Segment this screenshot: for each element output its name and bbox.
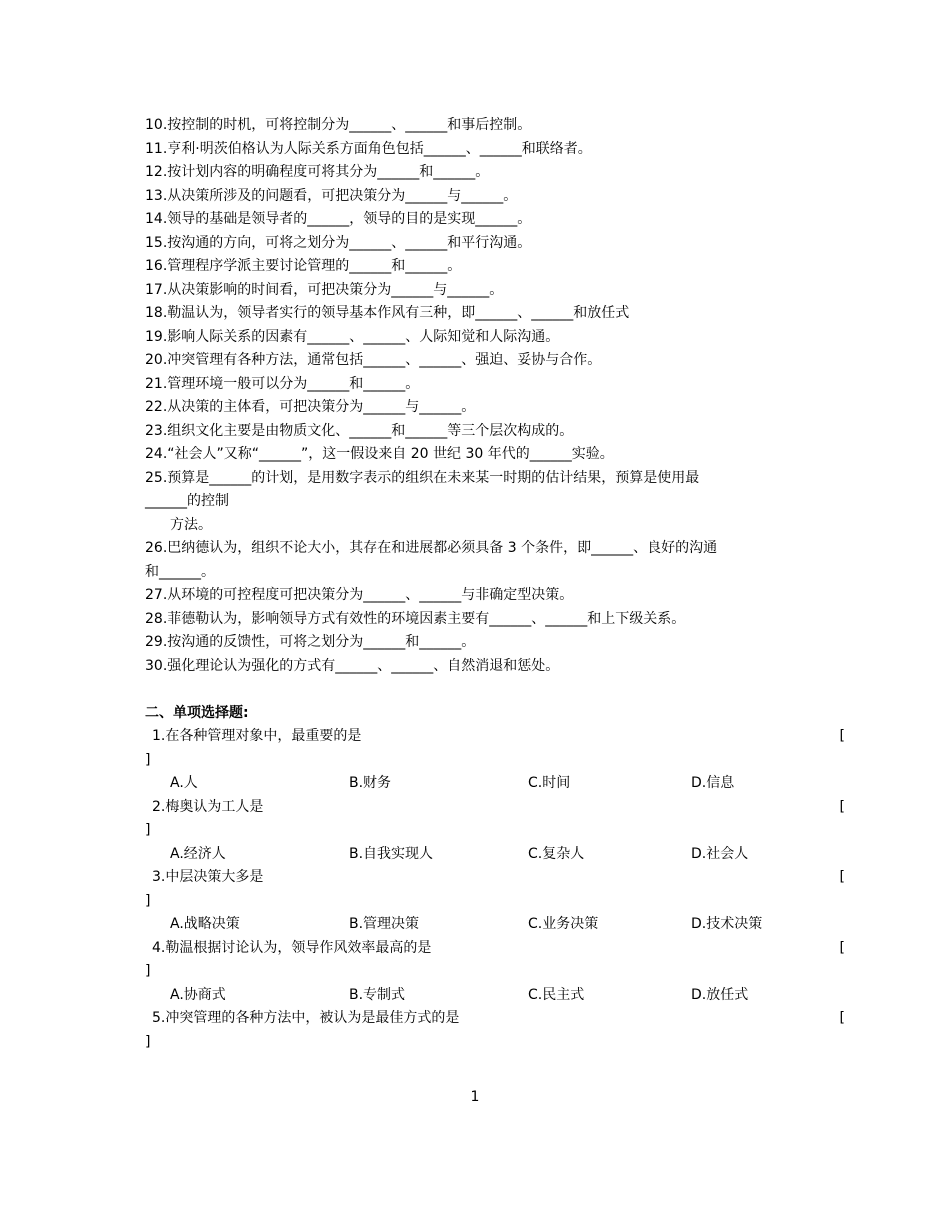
question-21: 21.管理环境一般可以分为______和______。 bbox=[145, 375, 420, 392]
option-c: C.复杂人 bbox=[528, 845, 585, 862]
page-content bbox=[145, 114, 845, 1054]
answer-bracket-close: ] bbox=[145, 751, 151, 768]
option-b: B.财务 bbox=[349, 775, 392, 791]
question-16: 16.管理程序学派主要讨论管理的______和______。 bbox=[145, 258, 462, 274]
option-c: C.民主式 bbox=[528, 986, 585, 1003]
question-18: 18.勒温认为，领导者实行的领导基本作风有三种，即______、______和放任式 bbox=[145, 305, 630, 321]
option-c: C.业务决策 bbox=[528, 916, 599, 932]
choice-question-4 bbox=[145, 937, 845, 961]
option-d: D.社会人 bbox=[691, 845, 749, 862]
option-a: A.人 bbox=[170, 775, 198, 791]
question-15: 15.按沟通的方向，可将之划分为______、______和平行沟通。 bbox=[145, 234, 532, 251]
answer-bracket-close: ] bbox=[145, 822, 151, 838]
answer-bracket-open: [ bbox=[839, 869, 845, 885]
question-27: 27.从环境的可控程度可把决策分为______、______与非确定型决策。 bbox=[145, 587, 574, 603]
answer-bracket-open: [ bbox=[839, 798, 845, 815]
answer-bracket-close: ] bbox=[145, 1033, 151, 1050]
question-13: 13.从决策所涉及的问题看，可把决策分为______与______。 bbox=[145, 187, 518, 204]
question-17: 17.从决策影响的时间看，可把决策分为______与______。 bbox=[145, 281, 504, 298]
page-number: 1 bbox=[470, 1089, 480, 1105]
question-14: 14.领导的基础是领导者的______，领导的目的是实现______。 bbox=[145, 211, 532, 227]
option-d: D.信息 bbox=[691, 775, 735, 791]
option-c: C.时间 bbox=[528, 775, 571, 791]
question-24: 24.“社会人”又称“______”，这一假设来自 20 世纪 30 年代的______实验。 bbox=[145, 446, 614, 462]
choice-question-1 bbox=[145, 725, 845, 749]
section-spacer bbox=[145, 678, 845, 702]
question-20: 20.冲突管理有各种方法，通常包括______、______、强迫、妥协与合作。 bbox=[145, 352, 602, 368]
answer-bracket-open: [ bbox=[839, 728, 845, 744]
question-25-line-1: 25.预算是______的计划，是用数字表示的组织在未来某一时期的估计结果，预算是使用最 bbox=[145, 469, 700, 486]
question-28: 28.菲德勒认为，影响领导方式有效性的环境因素主要有______、______和上下级关系。 bbox=[145, 610, 686, 627]
question-25-line-2: ______的控制 bbox=[145, 493, 229, 509]
question-stem: 2.梅奥认为工人是 bbox=[152, 798, 264, 815]
section-title: 二、单项选择题: bbox=[145, 704, 249, 721]
option-b: B.管理决策 bbox=[349, 916, 420, 932]
question-stem: 3.中层决策大多是 bbox=[152, 869, 264, 885]
answer-bracket-close: ] bbox=[145, 963, 151, 979]
answer-bracket-open: [ bbox=[839, 1010, 845, 1026]
question-stem: 5.冲突管理的各种方法中，被认为是最佳方式的是 bbox=[152, 1010, 460, 1026]
choice-question-5 bbox=[145, 1007, 845, 1031]
option-d: D.技术决策 bbox=[691, 916, 763, 932]
question-stem: 4.勒温根据讨论认为，领导作风效率最高的是 bbox=[152, 939, 432, 956]
options-row bbox=[145, 913, 845, 937]
question-29: 29.按沟通的反馈性，可将之划分为______和______。 bbox=[145, 634, 476, 650]
question-23: 23.组织文化主要是由物质文化、______和______等三个层次构成的。 bbox=[145, 422, 574, 439]
question-12: 12.按计划内容的明确程度可将其分为______和______。 bbox=[145, 164, 490, 180]
question-11: 11.亨利·明茨伯格认为人际关系方面角色包括______、______和联络者。 bbox=[145, 140, 592, 157]
question-19: 19.影响人际关系的因素有______、______、人际知觉和人际沟通。 bbox=[145, 328, 560, 345]
option-a: A.协商式 bbox=[170, 986, 226, 1003]
answer-bracket-open: [ bbox=[839, 939, 845, 956]
question-30: 30.强化理论认为强化的方式有______、______、自然消退和惩处。 bbox=[145, 657, 560, 674]
option-a: A.战略决策 bbox=[170, 916, 240, 932]
options-row bbox=[145, 772, 845, 796]
option-b: B.专制式 bbox=[349, 986, 406, 1003]
question-25-line-3: 方法。 bbox=[170, 516, 212, 533]
question-stem: 1.在各种管理对象中，最重要的是 bbox=[152, 728, 362, 744]
option-b: B.自我实现人 bbox=[349, 845, 434, 862]
question-26-line-1: 26.巴纳德认为，组织不论大小，其存在和进展都必须具备 3 个条件，即______、良好的沟通 bbox=[145, 540, 718, 556]
options-row bbox=[145, 984, 845, 1008]
question-26-line-2: 和______。 bbox=[145, 563, 215, 580]
question-22: 22.从决策的主体看，可把决策分为______与______。 bbox=[145, 399, 476, 415]
answer-bracket-close: ] bbox=[145, 892, 151, 909]
option-a: A.经济人 bbox=[170, 845, 226, 862]
choice-question-2 bbox=[145, 796, 845, 820]
options-row bbox=[145, 843, 845, 867]
question-10: 10.按控制的时机，可将控制分为______、______和事后控制。 bbox=[145, 117, 532, 133]
option-d: D.放任式 bbox=[691, 986, 749, 1003]
choice-question-3 bbox=[145, 866, 845, 890]
